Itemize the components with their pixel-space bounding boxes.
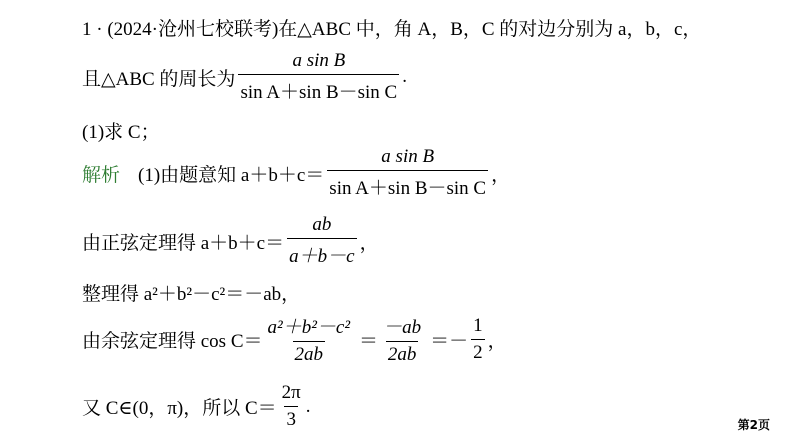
equals-sign: ＝ xyxy=(359,330,379,352)
step-1-fraction xyxy=(327,146,488,200)
fraction-denominator: 2ab xyxy=(293,341,326,366)
equals-minus: ＝－ xyxy=(430,330,469,352)
fraction-denominator: a＋b－c xyxy=(287,238,356,268)
part-1-question xyxy=(82,117,160,144)
solution-step-1 xyxy=(82,146,510,200)
step-2-suffix: ， xyxy=(359,232,379,254)
step-2-fraction xyxy=(287,214,356,268)
fraction-numerator: －ab xyxy=(383,317,422,338)
fraction-denominator: 2 xyxy=(471,339,485,364)
fraction-numerator: ab xyxy=(312,214,332,235)
fraction-numerator: 1 xyxy=(473,314,483,336)
step-4-fraction-2 xyxy=(381,312,423,366)
solution-label: 解析 xyxy=(82,163,121,186)
step-4-fraction-1 xyxy=(266,312,353,366)
fraction-denominator: sin A＋sin B－sin C xyxy=(327,170,488,200)
solution-step-4 xyxy=(82,312,507,366)
step-5-suffix: . xyxy=(305,395,311,417)
step-4-fraction-3 xyxy=(471,315,485,364)
fraction-numerator: 2π xyxy=(281,382,301,403)
problem-line-2 xyxy=(82,50,407,104)
problem-perimeter-prefix: 且△ABC 的周长为 xyxy=(82,68,236,90)
problem-text: 1 · (2024·沧州七校联考)在△ABC 中，角 A，B，C 的对边分别为 a，b，c， xyxy=(82,19,702,40)
step-5-prefix: 又 C∈(0，π)，所以 C＝ xyxy=(82,398,277,419)
fraction-denominator: sin A＋sin B－sin C xyxy=(238,74,399,104)
fraction-denominator: 3 xyxy=(284,406,298,431)
step-1-suffix: ， xyxy=(491,164,511,186)
step-2-prefix: 由正弦定理得 a＋b＋c＝ xyxy=(82,232,285,254)
step-4-prefix: 由余弦定理得 cos C＝ xyxy=(82,330,263,352)
step-1-prefix: (1)由题意知 a＋b＋c＝ xyxy=(138,164,325,186)
solution-step-2 xyxy=(82,214,379,268)
fraction-numerator: a sin B xyxy=(292,50,346,71)
step-5-fraction xyxy=(280,382,303,431)
fraction-numerator: a sin B xyxy=(381,146,435,167)
solution-step-3 xyxy=(82,279,300,306)
fraction-denominator: 2ab xyxy=(386,341,419,366)
solution-step-5 xyxy=(82,382,311,431)
problem-period: . xyxy=(402,66,407,87)
page-number: 第2页 xyxy=(737,418,770,432)
step-3-text: 整理得 a²＋b²－c²＝－ab， xyxy=(82,284,301,305)
step-4-suffix: ， xyxy=(487,330,507,352)
fraction-numerator: a²＋b²－c² xyxy=(267,317,351,338)
problem-line-1 xyxy=(82,14,701,41)
perimeter-fraction xyxy=(238,50,399,104)
part-1-text: (1)求 C； xyxy=(82,122,160,143)
